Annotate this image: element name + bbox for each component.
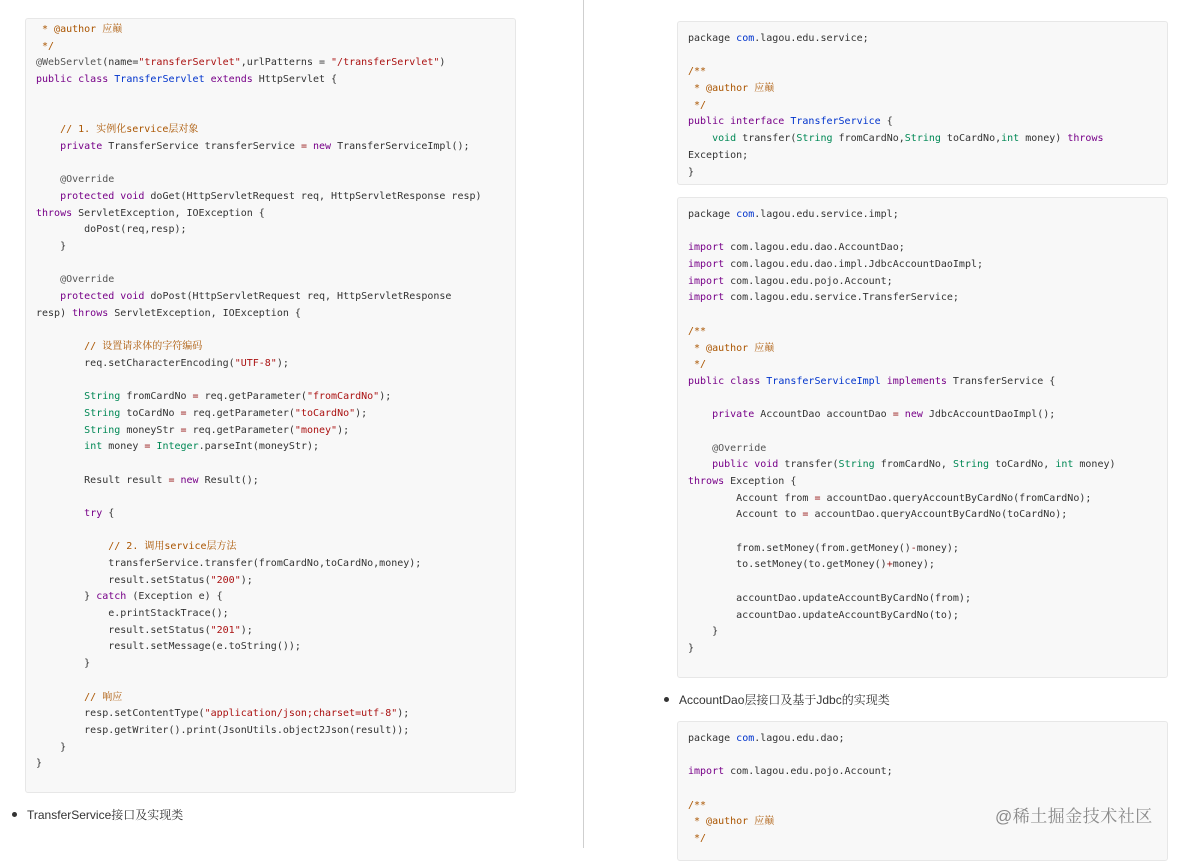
code-line [688,48,1157,65]
code-line [688,491,1157,508]
code-token: // 1. 实例化service层对象 [36,124,199,136]
code-line [36,389,505,406]
code-token: package [688,33,737,44]
code-token: = [192,391,199,403]
code-line [36,372,505,389]
code-line [688,64,1157,81]
code-token: toCardNo [120,407,181,419]
code-token: import [688,292,725,304]
code-line [688,507,1157,524]
code-token: implements [880,375,947,387]
code-token: com.lagou.edu.pojo.Account; [724,766,893,778]
list-item-text: AccountDao层接口及基于Jdbc的实现类 [679,693,890,707]
code-token [36,291,60,302]
code-token: ServletException, IOException { [72,207,265,219]
code-token [36,508,84,519]
code-line [688,207,1157,224]
code-line [36,289,505,306]
code-line [688,131,1157,148]
code-token: public class [688,375,767,387]
code-line [688,357,1157,374]
code-token: fromCardNo [120,391,193,403]
code-token: */ [688,833,707,845]
code-token: } [688,166,695,178]
code-token: transfer( [736,133,797,145]
code-token: } [688,642,695,654]
code-line [36,723,505,740]
code-token: JdbcAccountDaoImpl(); [922,409,1056,421]
code-line [36,439,505,456]
code-token: import [688,259,725,271]
code-line [688,148,1157,165]
code-token: public interface [688,116,791,128]
code-token: = [168,474,175,486]
code-token: import [688,242,725,254]
code-token: from.setMoney(from.getMoney() [688,542,911,554]
code-token: accountDao.queryAccountByCardNo(fromCardNo); [820,492,1092,504]
code-token: } [688,626,719,638]
code-token: TransferServlet [114,74,205,86]
code-line [36,222,505,239]
code-token: = [892,409,899,421]
code-token [36,141,60,152]
code-token [688,409,712,420]
code-token: Result(); [198,474,259,486]
code-token: - [910,542,917,554]
code-token: String [84,391,121,403]
code-token: /** [688,325,707,337]
code-token: int [1001,133,1020,145]
code-token: /** [688,799,707,811]
code-token: @Override [688,442,767,454]
code-line [36,356,505,373]
code-token: String [952,459,990,471]
code-token [36,191,60,202]
code-token: TransferService { [946,375,1056,387]
code-block-transfer-servlet [25,18,516,793]
code-token [36,408,84,419]
code-line [688,541,1157,558]
code-token: { [880,116,893,128]
code-token: accountDao.updateAccountByCardNo(to); [688,609,959,621]
code-token: } [36,240,67,252]
code-token: Exception; [688,149,749,161]
code-token: } [36,591,97,603]
code-line [36,706,505,723]
code-token: .parseInt(moneyStr); [198,441,320,453]
code-token: com [736,33,755,44]
code-line [688,424,1157,441]
code-token: * @author 应巅 [688,816,775,828]
code-token: ); [355,407,368,419]
code-line [36,55,505,72]
code-token: new [180,474,199,486]
code-token: @WebServlet [36,57,103,69]
code-line [688,165,1157,182]
code-line [36,322,505,339]
code-token: private [60,140,103,152]
code-token: void [712,133,737,145]
code-token: fromCardNo, [832,133,905,145]
code-line [36,122,505,139]
code-token: + [886,559,893,571]
code-token: TransferServiceImpl [766,375,881,387]
code-token: "200" [210,574,241,586]
code-line [688,624,1157,641]
code-token: .lagou.edu.service.impl; [754,209,899,220]
code-token: protected void [60,190,145,202]
code-token: ); [240,624,253,636]
code-token: Account from [688,492,815,504]
code-token: // 设置请求体的字符编码 [36,341,203,353]
code-token: String [84,424,121,436]
code-line [688,374,1157,391]
code-line [688,290,1157,307]
bullet-dot-icon [664,697,669,702]
code-token: money); [916,542,959,554]
code-token: throws [72,307,109,319]
code-token: (Exception e) { [126,591,223,603]
code-line [36,523,505,540]
list-item-account-dao [664,691,890,708]
code-line [688,831,1157,848]
code-line [688,391,1157,408]
code-line [36,756,505,773]
code-token: // 响应 [36,691,123,703]
code-token: @Override [36,274,115,286]
code-token: "money" [294,424,338,436]
code-line [688,31,1157,48]
code-token: = [144,441,151,453]
code-line [688,457,1157,474]
code-line [36,656,505,673]
code-token: TransferService transferService [102,140,301,152]
code-token: fromCardNo, [874,459,953,471]
code-line [36,489,505,506]
code-line [688,324,1157,341]
code-token: money [102,441,145,453]
code-line [36,589,505,606]
code-line [36,206,505,223]
code-line [36,506,505,523]
code-token: throws [688,476,725,487]
code-token: ); [240,574,253,586]
code-token: resp.getWriter().print(JsonUtils.object2Json(result)); [36,724,410,736]
code-line [36,239,505,256]
code-token: ); [379,391,392,403]
code-token: "application/json;charset=utf-8" [204,708,398,720]
code-token: req.getParameter( [186,407,295,419]
code-line [36,156,505,173]
list-item-text: TransferService接口及实现类 [27,808,184,822]
code-token [688,459,712,470]
code-token: String [796,133,833,145]
code-line [36,72,505,89]
code-token: money) [1073,459,1116,471]
code-token: com [736,209,755,220]
code-token: ); [337,424,350,436]
code-line [36,673,505,690]
code-token: com.lagou.edu.dao.impl.JdbcAccountDaoImpl; [724,259,984,271]
code-line [688,307,1157,324]
code-token: Exception { [724,476,797,487]
code-token: { [102,507,115,519]
code-token: req.getParameter( [198,391,307,403]
code-line [688,641,1157,658]
watermark: @稀土掘金技术社区 [995,807,1153,826]
code-token: int [84,441,103,453]
code-token [36,425,84,436]
code-token: = [814,492,821,504]
code-token: toCardNo, [940,133,1002,145]
code-token: package [688,209,737,220]
code-line [36,423,505,440]
code-line [36,740,505,757]
code-token: = [180,407,187,419]
code-line [36,473,505,490]
code-line [688,407,1157,424]
code-token: extends [204,74,253,86]
code-token: = [802,509,809,521]
code-token: doGet(HttpServletRequest req, HttpServletResponse resp) [144,190,482,202]
code-token: public void [712,459,779,471]
code-token: "UTF-8" [234,357,277,369]
code-token: e.printStackTrace(); [36,608,229,620]
bullet-dot-icon [12,812,17,817]
code-line [36,556,505,573]
code-line [36,22,505,39]
code-block-account-dao [677,721,1168,861]
code-token: import [688,766,725,778]
code-token: AccountDao accountDao [754,409,893,421]
code-token: Result result [36,474,169,486]
code-token: resp.setContentType( [36,708,205,720]
code-line [36,272,505,289]
code-token: ) [439,57,446,69]
code-token: } [36,758,43,770]
code-token: ServletException, IOException { [108,307,301,319]
code-line [36,172,505,189]
code-token: req.setCharacterEncoding( [36,357,235,369]
code-token: // 2. 调用service层方法 [36,541,237,553]
code-token: req.getParameter( [186,424,295,436]
code-line [688,524,1157,541]
code-token: Integer [156,441,199,453]
code-token: accountDao.queryAccountByCardNo(toCardNo); [808,509,1068,521]
code-token: money) [1019,133,1068,145]
code-line [36,105,505,122]
code-line [688,574,1157,591]
code-token: String [838,459,875,471]
code-token: "fromCardNo" [306,391,380,403]
code-token: "transferServlet" [138,57,241,69]
code-line [688,81,1157,98]
code-line [688,341,1157,358]
code-token: */ [688,359,707,371]
code-token: result.setStatus( [36,574,211,586]
code-token: protected void [60,291,145,302]
code-line [688,114,1157,131]
code-line [688,98,1157,115]
code-token: doPost(req,resp); [36,224,187,236]
code-line [36,690,505,707]
code-line [36,456,505,473]
code-token: */ [688,99,707,111]
code-line [688,591,1157,608]
code-token: String [904,133,941,145]
code-token: } [36,658,91,670]
code-line [36,623,505,640]
code-token: /** [688,66,707,78]
code-token: com.lagou.edu.dao.AccountDao; [724,242,905,254]
code-token: HttpServlet { [252,74,338,86]
code-token: accountDao.updateAccountByCardNo(from); [688,592,971,604]
code-token: */ [36,40,55,52]
code-token: result.setMessage(e.toString()); [36,641,301,653]
code-token: new [904,409,923,421]
code-line [36,256,505,273]
code-token: new [313,140,332,152]
code-token: try [84,507,103,519]
code-token: catch [96,591,127,603]
code-token: "toCardNo" [294,407,356,419]
code-token: toCardNo, [989,459,1056,471]
code-token: } [36,741,67,753]
code-block-transfer-service-impl [677,197,1168,678]
code-token: com.lagou.edu.pojo.Account; [724,275,893,287]
code-token: TransferService [790,116,881,128]
code-line [36,639,505,656]
code-line [36,306,505,323]
code-token: public class [36,74,115,86]
code-line [36,573,505,590]
code-token: TransferServiceImpl(); [331,140,470,152]
list-item-transfer-service [12,806,183,823]
code-token: Account to [688,509,803,521]
code-token: private [712,409,755,421]
code-line [36,139,505,156]
code-token: = [300,140,307,152]
code-token: moneyStr [120,424,181,436]
code-token: throws [1067,133,1104,145]
code-line [36,39,505,56]
code-token: = [180,424,187,436]
code-line [688,608,1157,625]
code-line [688,781,1157,798]
code-line [688,731,1157,748]
code-token: throws [36,207,73,219]
code-token: ,urlPatterns = [240,57,332,69]
code-token: @Override [36,174,115,186]
code-token: import [688,275,725,287]
code-token: * @author 应巅 [36,24,123,35]
code-token: resp) [36,307,73,319]
code-token [36,441,84,452]
code-line [688,764,1157,781]
page-divider [583,0,584,848]
code-token: "/transferServlet" [331,57,440,69]
code-token: result.setStatus( [36,624,211,636]
code-line [36,339,505,356]
code-token: .lagou.edu.service; [754,33,869,44]
code-token: ); [397,708,410,720]
code-token: to.setMoney(to.getMoney() [688,559,887,571]
code-token: "201" [210,624,241,636]
code-token: package [688,733,737,744]
code-token: (name= [102,57,139,69]
code-line [36,189,505,206]
code-block-transfer-service [677,21,1168,185]
code-token: transferService.transfer(fromCardNo,toCardNo,money); [36,558,422,569]
code-token: String [84,407,121,419]
code-line [688,557,1157,574]
code-token: doPost(HttpServletRequest req, HttpServletResponse [144,291,452,302]
code-line [36,539,505,556]
code-token: * @author 应巅 [688,83,775,95]
code-line [688,257,1157,274]
code-line [688,274,1157,291]
code-token: money); [892,559,935,571]
code-token [688,133,712,144]
code-line [688,240,1157,257]
code-line [688,474,1157,491]
code-line [36,606,505,623]
code-token: com.lagou.edu.service.TransferService; [724,292,959,304]
code-token: .lagou.edu.dao; [754,733,845,744]
code-line [36,406,505,423]
code-token: com [736,733,755,744]
code-token: int [1055,459,1074,471]
code-token [36,391,84,402]
code-token: ); [276,357,289,369]
code-token: transfer( [778,459,839,471]
code-token: * @author 应巅 [688,342,775,354]
code-line [688,748,1157,765]
code-line [688,224,1157,241]
code-line [688,441,1157,458]
code-line [36,89,505,106]
